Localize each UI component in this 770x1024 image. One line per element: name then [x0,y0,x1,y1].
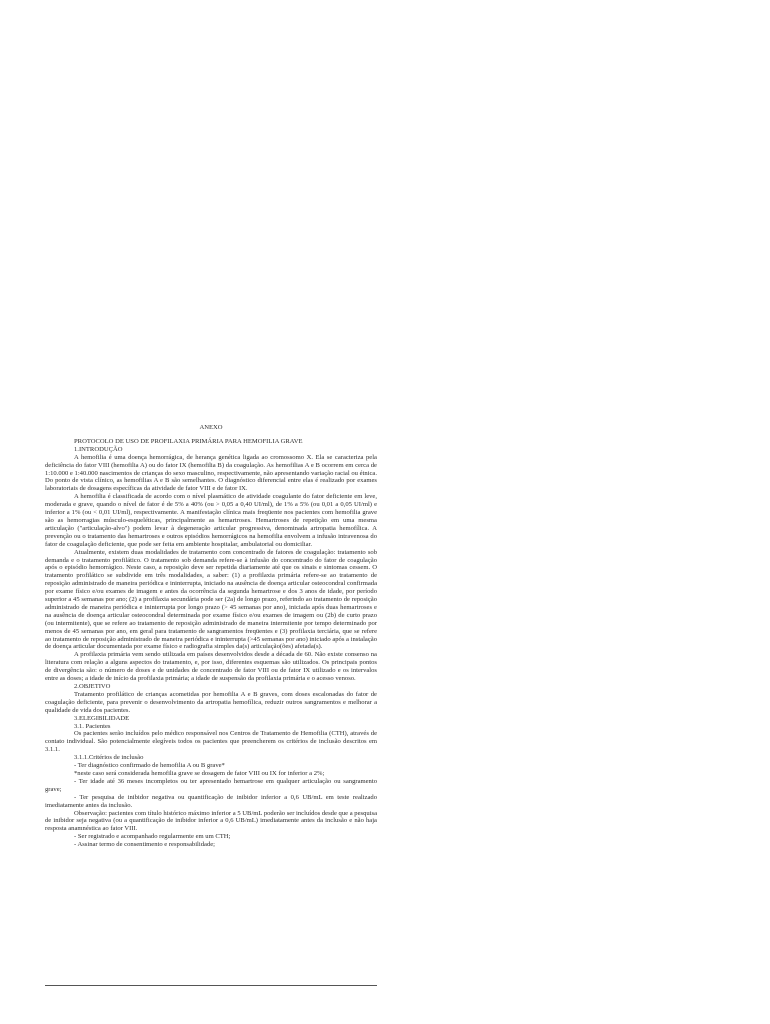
section-heading: 2.OBJETIVO [74,683,111,690]
paragraph: - Ter idade até 36 meses incompletos ou ter apresentado hemartrose em qualquer articulação ou sangramento grave; [45,777,377,793]
paragraph: - Assinar termo de consentimento e responsabilidade; [74,841,215,849]
paragraph: - Ser registrado e acompanhado regularmente em um CTH; [74,833,231,841]
paragraph: Atualmente, existem duas modalidades de tratamento com concentrado de fatores de coagulação: tratamento sob demanda e o tratamento profilático. O tratamento sob demanda refere-se à infusão do concentrado do fator de coagulação após o episódio hemorrágico. Neste caso, a reposição deve ser repetida diariamente até que os sinais e sintomas cessem. O tratamento profilático se subdivide em três modalidades, a saber: (1) a profilaxia primária refere-se ao tratamento de reposição administrado de maneira periódica e ininterrupta, iniciado na ausência de doença articular osteocondral confirmada por exame físico e/ou exames de imagem e antes da ocorrência da segunda hemartrose e dos 3 anos de idade, por período superior a 45 semanas por ano; (2) a profilaxia secundária pode ser (2a) de longo prazo, referindo ao tratamento de reposição administrado de maneira periódica e ininterrupta por longo prazo (> 45 semanas por ano), iniciada após duas hemartroses e na ausência de doença articular osteocondral determinada por exame físico e/ou exames de imagem ou (2b) de curto prazo (ou intermitente), que se refere ao tratamento de reposição administrado de maneira intermitente por tempo determinado por menos de 45 semanas por ano, em geral para tratamento de sangramentos freqüentes e (3) profilaxia terciária, que se refere ao tratamento de reposição administrado de maneira periódica e ininterrupta (>45 semanas por ano) iniciado após a instalação de doença articular documentada por exame físico e radiografia simples da(s) articulação(ões) afetada(s). [45,548,377,651]
document-body [45,424,377,849]
footer-rule [45,985,377,986]
paragraph: Tratamento profilático de crianças acometidas por hemofilia A e B graves, com doses escalonadas do fator de coagulação deficiente, para prevenir o desenvolvimento da artropatia hemofílica, reduzir outros sangramentos e melhorar a qualidade de vida dos pacientes. [45,690,377,714]
section-heading: 1.INTRODUÇÃO [74,445,123,453]
paragraph: A hemofilia é classificada de acordo com o nível plasmático de atividade coagulante do fator deficiente em leve, moderada e grave, quando o nível de fator é de 5% a 40% (ou > 0,05 a 0,40 UI/ml), de 1% a 5% (ou 0,01 a 0,05 UI/ml) e inferior a 1% (ou < 0,01 UI/ml), respectivamente. A manifestação clínica mais freqüente nos pacientes com hemofilia grave são as hemorragias músculo-esqueléticas, principalmente as hemartroses. Hemartroses de repetição em uma mesma articulação ("articulação-alvo") podem levar à degeneração articular progressiva, denominada artropatia hemofílica. A prevenção ou o tratamento das hemartroses e outros episódios hemorrágicos na hemofilia envolvem a infusão intravenosa do fator de coagulação deficiente, que pode ser feita em ambiente hospitalar, ambulatorial ou domiciliar. [45,493,377,548]
paragraph: *neste caso será considerada hemofilia grave se dosagem de fator VIII ou IX for inferior a 2%; [74,769,325,777]
paragraph: Os pacientes serão incluídos pelo médico responsável nos Centros de Tratamento de Hemofilia (CTH), através de contato individual. São potencialmente elegíveis todos os pacientes que preencherem os critérios de inclusão descritos em 3.1.1. [45,730,377,754]
section-heading: 3.1. Pacientes [74,722,111,730]
paragraph: A profilaxia primária vem sendo utilizada em países desenvolvidos desde a década de 60. Não existe consenso na literatura com relação a alguns aspectos do tratamento, e, por isso, diferentes esquemas são utilizados. Os principais pontos de divergência são: o número de doses e de unidades de concentrado de fator VIII ou de fator IX utilizado e os intervalos entre as doses; a idade de início da profilaxia primária; a idade de suspensão da profilaxia primária e o acesso venoso. [45,651,377,683]
paragraph: - Ter diagnóstico confirmado de hemofilia A ou B grave* [74,762,225,770]
paragraph: Observação: pacientes com título histórico máximo inferior a 5 UB/mL poderão ser incluídos desde que a pesquisa de inibidor seja negativa (ou a quantificação de inibidor inferior a 0,6 UB/mL) imediatamente antes da inclusão e não haja resposta anamnéstica ao fator VIII. [45,809,377,833]
document-content [45,446,377,849]
paragraph: A hemofilia é uma doença hemorrágica, de herança genética ligada ao cromossomo X. Ela se caracteriza pela deficiência do fator VIII (hemofilia A) ou do fator IX (hemofilia B) da coagulação. As hemofilias A e B ocorrem em cerca de 1:10.000 e 1:40.000 nascimentos de crianças do sexo masculino, respectivamente, não apresentando variação racial ou étnica. Do ponto de vista clínico, as hemofilias A e B são semelhantes. O diagnóstico diferencial entre elas é realizado por exames laboratoriais de dosagens específicas da atividade de fator VIII e de fator IX. [45,453,377,493]
protocol-title: PROTOCOLO DE USO DE PROFILAXIA PRIMÁRIA PARA HEMOFILIA GRAVE [74,437,303,445]
paragraph: - Ter pesquisa de inibidor negativa ou quantificação de inibidor inferior a 0,6 UB/mL em teste realizado imediatamente antes da inclusão. [45,793,377,809]
section-heading: 3.1.1.Critérios de inclusão [74,754,144,762]
section-heading: 3.ELEGIBILIDADE [74,714,130,722]
annex-title: ANEXO [199,424,223,431]
